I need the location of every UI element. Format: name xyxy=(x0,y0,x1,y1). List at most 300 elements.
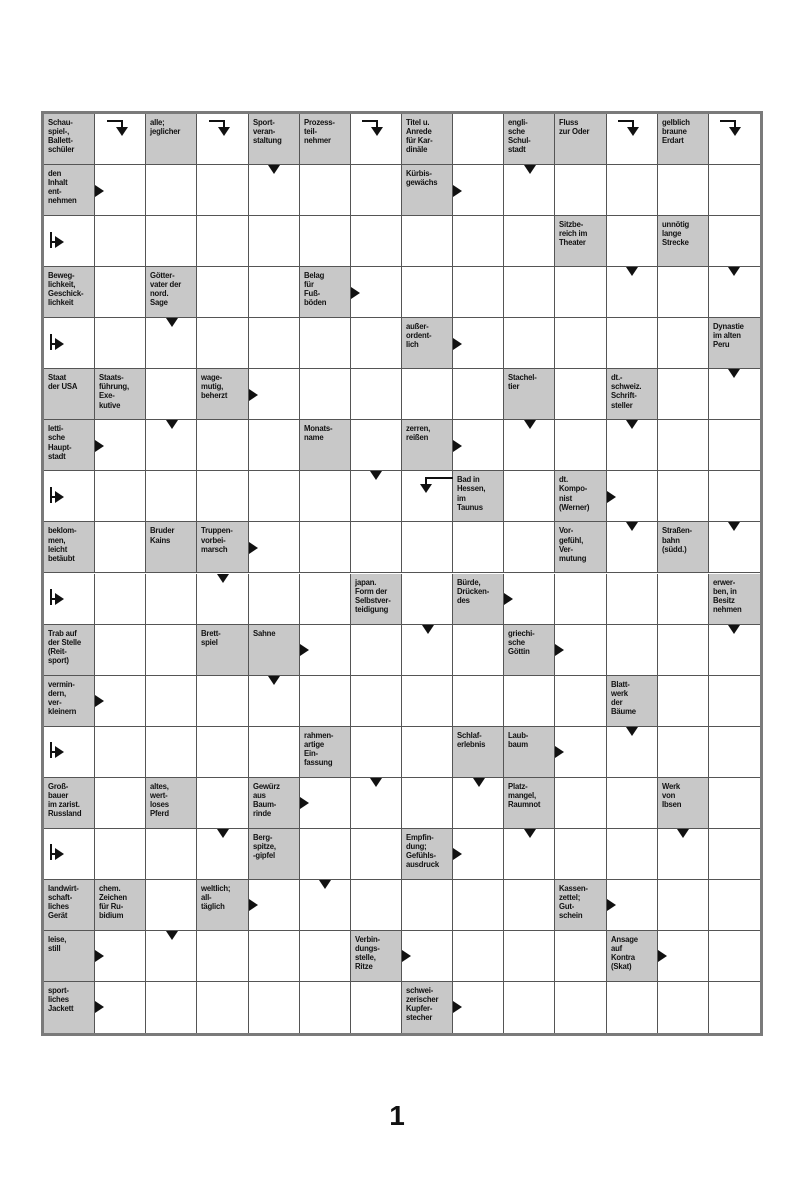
arrow-down-icon xyxy=(217,574,229,583)
arrow-down-icon xyxy=(370,778,382,787)
answer-cell[interactable] xyxy=(249,931,300,982)
arrow-right-icon xyxy=(95,950,104,962)
answer-cell[interactable] xyxy=(709,420,760,471)
answer-cell[interactable] xyxy=(300,982,351,1033)
clue-text: erwer- ben, in Besitz nehmen xyxy=(712,576,742,614)
arrow-down-icon xyxy=(166,420,178,429)
clue-text: engli- sche Schul- stadt xyxy=(508,117,531,155)
arrow-right-icon xyxy=(300,797,309,809)
clue-cell xyxy=(44,369,95,420)
clue-text: Bad in Hessen, im Taunus xyxy=(457,474,486,512)
answer-cell[interactable] xyxy=(658,676,709,727)
answer-cell[interactable] xyxy=(607,165,658,216)
answer-cell[interactable] xyxy=(146,676,197,727)
answer-cell[interactable] xyxy=(95,625,146,676)
answer-cell[interactable] xyxy=(402,267,453,318)
clue-text: Brett- spiel xyxy=(201,627,221,647)
clue-cell xyxy=(453,727,504,778)
clue-cell xyxy=(44,778,95,829)
answer-cell[interactable] xyxy=(555,318,606,369)
clue-cell xyxy=(402,982,453,1033)
answer-cell[interactable] xyxy=(607,625,658,676)
arrow-right-icon xyxy=(300,644,309,656)
answer-cell[interactable] xyxy=(249,727,300,778)
answer-cell[interactable] xyxy=(249,982,300,1033)
answer-cell[interactable] xyxy=(555,778,606,829)
answer-cell[interactable] xyxy=(197,982,248,1033)
clue-cell xyxy=(197,880,248,931)
answer-cell[interactable] xyxy=(709,931,760,982)
answer-cell[interactable] xyxy=(402,727,453,778)
clue-text: Laub- baum xyxy=(508,729,529,749)
clue-cell xyxy=(197,369,248,420)
clue-text: gelblich braune Erdart xyxy=(661,117,690,146)
clue-cell xyxy=(351,931,402,982)
clue-text: Straßen- bahn (südd.) xyxy=(661,525,692,554)
arrow-down-icon xyxy=(677,829,689,838)
answer-cell[interactable] xyxy=(300,369,351,420)
arrow-down-icon xyxy=(370,471,382,480)
arrow-down-icon xyxy=(728,369,740,378)
clue-text: dt. Kompo- nist (Werner) xyxy=(559,474,590,512)
answer-cell[interactable] xyxy=(351,216,402,267)
answer-cell[interactable] xyxy=(555,676,606,727)
clue-text: Platz- mangel, Raumnot xyxy=(508,780,541,809)
answer-cell[interactable] xyxy=(504,982,555,1033)
arrow-right-icon xyxy=(95,440,104,452)
answer-cell[interactable] xyxy=(607,778,658,829)
answer-cell[interactable] xyxy=(197,267,248,318)
answer-cell[interactable] xyxy=(402,216,453,267)
clue-text: Gewürz aus Baum- rinde xyxy=(252,780,280,818)
clue-cell xyxy=(709,574,760,625)
answer-cell[interactable] xyxy=(607,318,658,369)
answer-cell[interactable] xyxy=(351,982,402,1033)
clue-cell xyxy=(402,318,453,369)
clue-text: Vor- gefühl, Ver- mutung xyxy=(559,525,587,563)
clue-cell xyxy=(95,880,146,931)
clue-text: Stachel- tier xyxy=(508,372,537,392)
clue-text: leise, still xyxy=(48,933,67,953)
answer-cell[interactable] xyxy=(249,318,300,369)
clue-text: Staats- führung, Exe- kutive xyxy=(99,372,130,410)
arrow-right-icon xyxy=(658,950,667,962)
answer-cell[interactable] xyxy=(146,574,197,625)
answer-cell[interactable] xyxy=(300,522,351,573)
clue-cell xyxy=(44,982,95,1033)
arrow-right-icon xyxy=(504,593,513,605)
clue-cell xyxy=(453,574,504,625)
arrow-right-icon xyxy=(402,950,411,962)
answer-cell[interactable] xyxy=(351,369,402,420)
arrow-right-icon xyxy=(453,338,462,350)
clue-cell xyxy=(249,625,300,676)
clue-text: Berg- spitze, -gipfel xyxy=(252,831,276,860)
answer-cell[interactable] xyxy=(351,676,402,727)
answer-cell[interactable] xyxy=(351,625,402,676)
clue-cell xyxy=(249,829,300,880)
answer-cell[interactable] xyxy=(658,267,709,318)
answer-cell[interactable] xyxy=(146,471,197,522)
answer-cell[interactable] xyxy=(504,318,555,369)
answer-cell[interactable] xyxy=(300,574,351,625)
answer-cell[interactable] xyxy=(402,369,453,420)
clue-text: Sahne xyxy=(252,627,275,638)
answer-cell[interactable] xyxy=(402,778,453,829)
clue-text: Belag für Fuß- böden xyxy=(303,270,327,308)
answer-cell[interactable] xyxy=(402,676,453,727)
clue-cell xyxy=(504,727,555,778)
answer-cell[interactable] xyxy=(95,318,146,369)
answer-cell[interactable] xyxy=(249,471,300,522)
clue-cell xyxy=(402,420,453,471)
answer-cell[interactable] xyxy=(658,625,709,676)
arrow-down-icon xyxy=(626,727,638,736)
clue-cell xyxy=(146,267,197,318)
clue-cell xyxy=(555,114,606,165)
clue-cell xyxy=(555,522,606,573)
answer-cell[interactable] xyxy=(658,982,709,1033)
answer-cell[interactable] xyxy=(658,727,709,778)
answer-cell[interactable] xyxy=(300,318,351,369)
arrow-right-icon xyxy=(95,695,104,707)
clue-cell xyxy=(197,522,248,573)
clue-text: Monats- name xyxy=(303,423,333,443)
answer-cell[interactable] xyxy=(607,216,658,267)
clue-cell xyxy=(95,369,146,420)
clue-text: Prozess- teil- nehmer xyxy=(303,117,335,146)
answer-cell[interactable] xyxy=(351,165,402,216)
answer-cell[interactable] xyxy=(658,574,709,625)
clue-cell xyxy=(607,676,658,727)
clue-text: sport- liches Jackett xyxy=(48,984,74,1014)
answer-cell[interactable] xyxy=(300,471,351,522)
clue-cell xyxy=(658,216,709,267)
clue-text: Sitzbe- reich im Theater xyxy=(559,219,588,248)
clue-text: Kürbis- gewächs xyxy=(406,168,438,188)
clue-cell xyxy=(555,216,606,267)
answer-cell[interactable] xyxy=(249,420,300,471)
clue-cell xyxy=(658,522,709,573)
arrow-down-icon xyxy=(268,165,280,174)
clue-cell xyxy=(300,420,351,471)
answer-cell[interactable] xyxy=(555,420,606,471)
arrow-right-icon xyxy=(607,899,616,911)
arrow-right-icon xyxy=(249,899,258,911)
arrow-right-icon xyxy=(453,1001,462,1013)
clue-text: Trab auf der Stelle (Reit- sport) xyxy=(48,627,82,665)
answer-cell[interactable] xyxy=(146,625,197,676)
clue-cell xyxy=(504,114,555,165)
answer-cell[interactable] xyxy=(351,522,402,573)
answer-cell[interactable] xyxy=(146,369,197,420)
clue-cell xyxy=(44,931,95,982)
clue-text: unnötig lange Strecke xyxy=(661,219,689,248)
answer-cell[interactable] xyxy=(197,216,248,267)
answer-cell[interactable] xyxy=(351,880,402,931)
clue-text: Titel u. Anrede für Kar- dinäle xyxy=(406,117,433,155)
answer-cell[interactable] xyxy=(146,165,197,216)
answer-cell[interactable] xyxy=(95,522,146,573)
clue-cell xyxy=(658,114,709,165)
answer-cell[interactable] xyxy=(453,880,504,931)
clue-text: schwei- zerischer Kupfer- stecher xyxy=(406,984,439,1023)
clue-text: rahmen- artige Ein- fassung xyxy=(303,729,333,767)
answer-cell[interactable] xyxy=(351,318,402,369)
answer-cell[interactable] xyxy=(555,931,606,982)
answer-cell[interactable] xyxy=(402,880,453,931)
clue-text: Fluss zur Oder xyxy=(559,117,590,137)
clue-text: Schau- spiel-, Ballett- schüler xyxy=(48,117,75,155)
clue-cell xyxy=(44,420,95,471)
arrow-right-icon xyxy=(95,185,104,197)
answer-cell[interactable] xyxy=(709,982,760,1033)
clue-text: Groß- bauer im zarist. Russland xyxy=(48,780,82,818)
arrow-down-icon xyxy=(524,165,536,174)
answer-cell[interactable] xyxy=(300,165,351,216)
answer-cell[interactable] xyxy=(249,216,300,267)
arrow-right-icon xyxy=(453,185,462,197)
arrow-right-icon xyxy=(453,440,462,452)
clue-cell xyxy=(300,727,351,778)
clue-text: letti- sche Haupt- stadt xyxy=(48,423,72,461)
answer-cell[interactable] xyxy=(709,829,760,880)
clue-text: Staat der USA xyxy=(48,372,78,392)
answer-cell[interactable] xyxy=(709,165,760,216)
clue-cell xyxy=(146,114,197,165)
clue-cell xyxy=(402,165,453,216)
answer-cell[interactable] xyxy=(658,880,709,931)
arrow-down-icon xyxy=(626,267,638,276)
clue-text: Kassen- zettel; Gut- schein xyxy=(559,882,589,921)
answer-cell[interactable] xyxy=(453,369,504,420)
answer-cell[interactable] xyxy=(709,676,760,727)
answer-cell[interactable] xyxy=(146,982,197,1033)
arrow-down-icon xyxy=(728,522,740,531)
answer-cell[interactable] xyxy=(249,267,300,318)
clue-text: Werk von Ibsen xyxy=(661,780,682,809)
arrow-down-icon xyxy=(524,420,536,429)
answer-cell[interactable] xyxy=(504,471,555,522)
answer-cell[interactable] xyxy=(197,778,248,829)
arrow-right-icon xyxy=(95,1001,104,1013)
clue-cell xyxy=(146,522,197,573)
crossword-grid xyxy=(41,111,763,1036)
clue-text: alle; jeglicher xyxy=(150,117,181,137)
arrow-right-icon xyxy=(555,644,564,656)
answer-cell[interactable] xyxy=(146,829,197,880)
answer-cell[interactable] xyxy=(504,216,555,267)
answer-cell[interactable] xyxy=(146,880,197,931)
clue-cell xyxy=(300,114,351,165)
arrow-down-icon xyxy=(217,829,229,838)
clue-text: griechi- sche Göttin xyxy=(508,627,535,656)
clue-text: landwirt- schaft- liches Gerät xyxy=(48,882,79,921)
answer-cell[interactable] xyxy=(197,727,248,778)
clue-cell xyxy=(146,778,197,829)
clue-text: Ansage auf Kontra (Skat) xyxy=(610,933,638,972)
clue-cell xyxy=(351,574,402,625)
arrow-down-icon xyxy=(319,880,331,889)
clue-text: Dynastie im alten Peru xyxy=(712,321,744,350)
answer-cell[interactable] xyxy=(453,522,504,573)
arrow-right-icon xyxy=(351,287,360,299)
clue-cell xyxy=(402,829,453,880)
clue-cell xyxy=(249,778,300,829)
answer-cell[interactable] xyxy=(197,931,248,982)
answer-cell[interactable] xyxy=(351,727,402,778)
clue-cell xyxy=(658,778,709,829)
answer-cell[interactable] xyxy=(95,829,146,880)
clue-cell xyxy=(300,267,351,318)
arrow-right-icon xyxy=(607,491,616,503)
clue-text: vermin- dern, ver- kleinern xyxy=(48,678,77,716)
clue-cell xyxy=(197,625,248,676)
answer-cell[interactable] xyxy=(197,420,248,471)
clue-text: Truppen- vorbei- marsch xyxy=(201,525,234,554)
clue-cell xyxy=(555,880,606,931)
clue-cell xyxy=(453,471,504,522)
clue-text: zerren, reißen xyxy=(406,423,431,443)
answer-cell[interactable] xyxy=(555,369,606,420)
answer-cell[interactable] xyxy=(351,420,402,471)
answer-cell[interactable] xyxy=(607,982,658,1033)
arrow-down-icon xyxy=(473,778,485,787)
answer-cell[interactable] xyxy=(607,829,658,880)
clue-text: japan. Form der Selbstver- teidigung xyxy=(354,576,391,614)
arrow-right-icon xyxy=(249,389,258,401)
clue-cell xyxy=(555,471,606,522)
answer-cell[interactable] xyxy=(453,216,504,267)
clue-text: Sport- veran- staltung xyxy=(252,117,282,146)
answer-cell[interactable] xyxy=(658,471,709,522)
answer-cell[interactable] xyxy=(95,471,146,522)
clue-cell xyxy=(44,114,95,165)
clue-text: Blatt- werk der Bäume xyxy=(610,678,636,716)
answer-cell[interactable] xyxy=(300,931,351,982)
clue-cell xyxy=(709,318,760,369)
answer-cell[interactable] xyxy=(351,829,402,880)
answer-cell[interactable] xyxy=(504,676,555,727)
answer-cell[interactable] xyxy=(658,165,709,216)
answer-cell[interactable] xyxy=(658,318,709,369)
answer-cell[interactable] xyxy=(402,522,453,573)
clue-text: den Inhalt ent- nehmen xyxy=(48,168,77,206)
answer-cell[interactable] xyxy=(300,676,351,727)
answer-cell[interactable] xyxy=(658,369,709,420)
clue-cell xyxy=(44,676,95,727)
answer-cell[interactable] xyxy=(504,522,555,573)
arrow-down-icon xyxy=(268,676,280,685)
answer-cell[interactable] xyxy=(95,216,146,267)
arrow-down-icon xyxy=(728,267,740,276)
clue-cell xyxy=(504,369,555,420)
clue-cell xyxy=(607,369,658,420)
answer-cell[interactable] xyxy=(504,267,555,318)
answer-cell[interactable] xyxy=(709,216,760,267)
arrow-down-icon xyxy=(166,318,178,327)
answer-cell[interactable] xyxy=(146,727,197,778)
answer-cell[interactable] xyxy=(453,267,504,318)
answer-cell[interactable] xyxy=(95,778,146,829)
clue-cell xyxy=(44,267,95,318)
clue-text: Schlaf- erlebnis xyxy=(457,729,486,749)
clue-text: Beweg- lichkeit, Geschick- lichkeit xyxy=(48,270,84,308)
answer-cell[interactable] xyxy=(555,829,606,880)
answer-cell[interactable] xyxy=(453,931,504,982)
answer-cell[interactable] xyxy=(249,574,300,625)
arrow-down-icon xyxy=(524,829,536,838)
clue-cell xyxy=(44,625,95,676)
answer-cell[interactable] xyxy=(95,267,146,318)
answer-cell[interactable] xyxy=(197,318,248,369)
answer-cell[interactable] xyxy=(453,114,504,165)
clue-text: Verbin- dungs- stelle, Ritze xyxy=(354,933,380,972)
answer-cell[interactable] xyxy=(555,574,606,625)
answer-cell[interactable] xyxy=(504,880,555,931)
clue-text: Empfin- dung; Gefühls- ausdruck xyxy=(406,831,439,870)
answer-cell[interactable] xyxy=(709,727,760,778)
answer-cell[interactable] xyxy=(555,267,606,318)
clue-cell xyxy=(504,625,555,676)
clue-text: chem. Zeichen für Ru- bidium xyxy=(99,882,128,921)
clue-cell xyxy=(607,931,658,982)
answer-cell[interactable] xyxy=(402,574,453,625)
arrow-down-icon xyxy=(422,625,434,634)
page-number: 1 xyxy=(389,1100,405,1131)
answer-cell[interactable] xyxy=(300,216,351,267)
answer-cell[interactable] xyxy=(658,420,709,471)
answer-cell[interactable] xyxy=(709,778,760,829)
answer-cell[interactable] xyxy=(453,625,504,676)
clue-text: Bürde, Drücken- des xyxy=(457,576,490,605)
arrow-down-icon xyxy=(626,420,638,429)
answer-cell[interactable] xyxy=(504,931,555,982)
clue-cell xyxy=(44,880,95,931)
clue-text: altes, wert- loses Pferd xyxy=(150,780,170,818)
clue-cell xyxy=(402,114,453,165)
answer-cell[interactable] xyxy=(453,676,504,727)
answer-cell[interactable] xyxy=(95,574,146,625)
answer-cell[interactable] xyxy=(555,165,606,216)
answer-cell[interactable] xyxy=(709,471,760,522)
clue-text: beklom- men, leicht betäubt xyxy=(48,525,77,563)
answer-cell[interactable] xyxy=(197,471,248,522)
answer-cell[interactable] xyxy=(555,982,606,1033)
clue-text: Bruder Kains xyxy=(150,525,175,545)
arrow-down-icon xyxy=(728,625,740,634)
clue-text: dt.- schweiz. Schrift- steller xyxy=(610,372,641,410)
clue-text: weltlich; all- täglich xyxy=(201,882,231,912)
arrow-down-icon xyxy=(166,931,178,940)
clue-text: Götter- vater der nord. Sage xyxy=(150,270,182,308)
answer-cell[interactable] xyxy=(197,676,248,727)
clue-text: wage- mutig, beherzt xyxy=(201,372,228,401)
clue-cell xyxy=(249,114,300,165)
arrow-right-icon xyxy=(249,542,258,554)
answer-cell[interactable] xyxy=(709,880,760,931)
answer-cell[interactable] xyxy=(197,165,248,216)
arrow-right-icon xyxy=(453,848,462,860)
answer-cell[interactable] xyxy=(146,216,197,267)
arrow-right-icon xyxy=(555,746,564,758)
answer-cell[interactable] xyxy=(607,574,658,625)
clue-cell xyxy=(44,165,95,216)
answer-cell[interactable] xyxy=(95,727,146,778)
clue-cell xyxy=(44,522,95,573)
answer-cell[interactable] xyxy=(300,829,351,880)
clue-text: außer- ordent- lich xyxy=(406,321,432,350)
